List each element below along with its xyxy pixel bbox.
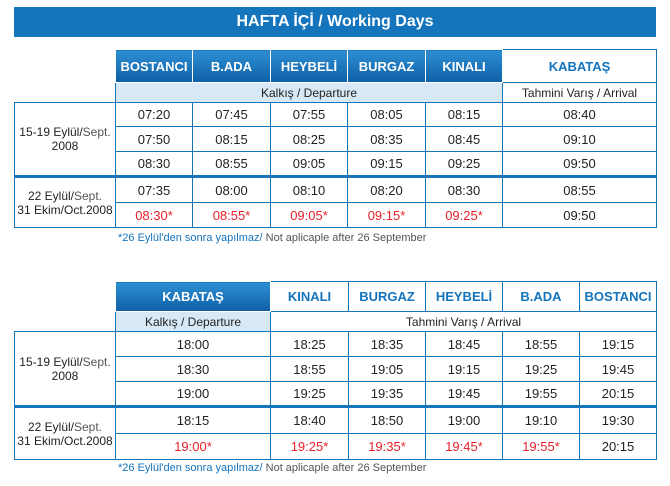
arrival-label: Tahmini Varış / Arrival (271, 312, 657, 332)
time-cell: 18:00 (116, 332, 271, 357)
date-range-label: 22 Eylül/Sept. 31 Ekim/Oct.2008 (15, 177, 116, 228)
time-cell: 18:50 (349, 407, 426, 434)
timetable-kabatas-bostanci (14, 281, 657, 460)
header-destination: KABATAŞ (503, 50, 657, 83)
header-stop: KINALI (271, 282, 349, 312)
time-cell: 19:30 (580, 407, 657, 434)
time-cell: 18:55 (503, 332, 580, 357)
time-cell: 19:25 (271, 382, 349, 407)
arrival-label: Tahmini Varış / Arrival (503, 83, 657, 103)
header-stop: BOSTANCI (580, 282, 657, 312)
time-cell: 08:40 (503, 103, 657, 127)
time-cell: 08:20 (348, 177, 426, 203)
header-stop: BOSTANCI (116, 50, 193, 83)
time-cell: 09:50 (503, 203, 657, 228)
time-cell: 08:35 (348, 127, 426, 152)
time-cell-limited: 19:00* (116, 434, 271, 460)
date-range-label: 22 Eylül/Sept. 31 Ekim/Oct.2008 (15, 407, 116, 460)
header-stop: B.ADA (193, 50, 271, 83)
time-cell: 18:15 (116, 407, 271, 434)
header-stop: HEYBELİ (426, 282, 503, 312)
timetable-bostanci-kabatas (14, 49, 657, 228)
departure-label: Kalkış / Departure (116, 83, 503, 103)
time-cell-limited: 08:30* (116, 203, 193, 228)
footnote: *26 Eylül'den sonra yapılmaz/ Not aplicaple after 26 September (118, 232, 427, 244)
time-cell: 20:15 (580, 434, 657, 460)
time-cell: 09:15 (348, 152, 426, 177)
time-cell: 09:50 (503, 152, 657, 177)
time-cell: 07:45 (193, 103, 271, 127)
time-cell: 19:35 (349, 382, 426, 407)
time-cell: 19:45 (580, 357, 657, 382)
time-cell: 08:05 (348, 103, 426, 127)
time-cell: 18:55 (271, 357, 349, 382)
date-range-label: 15-19 Eylül/Sept. 2008 (15, 103, 116, 177)
header-stop: HEYBELİ (271, 50, 348, 83)
time-cell: 07:20 (116, 103, 193, 127)
time-cell: 07:50 (116, 127, 193, 152)
header-origin: KABATAŞ (116, 282, 271, 312)
time-cell: 19:00 (116, 382, 271, 407)
time-cell: 08:30 (116, 152, 193, 177)
time-cell: 08:10 (271, 177, 348, 203)
time-cell: 19:10 (503, 407, 580, 434)
time-cell: 08:55 (503, 177, 657, 203)
time-cell-limited: 19:55* (503, 434, 580, 460)
time-cell-limited: 19:45* (426, 434, 503, 460)
time-cell-limited: 19:25* (271, 434, 349, 460)
time-cell: 08:00 (193, 177, 271, 203)
header-stop: BURGAZ (349, 282, 426, 312)
time-cell-limited: 09:15* (348, 203, 426, 228)
time-cell: 07:35 (116, 177, 193, 203)
time-cell: 08:45 (426, 127, 503, 152)
time-cell: 19:05 (349, 357, 426, 382)
time-cell: 08:25 (271, 127, 348, 152)
time-cell: 19:45 (426, 382, 503, 407)
time-cell: 19:15 (426, 357, 503, 382)
header-stop: BURGAZ (348, 50, 426, 83)
time-cell: 18:40 (271, 407, 349, 434)
time-cell: 08:15 (426, 103, 503, 127)
date-range-label: 15-19 Eylül/Sept. 2008 (15, 332, 116, 407)
time-cell: 08:55 (193, 152, 271, 177)
departure-label: Kalkış / Departure (116, 312, 271, 332)
header-stop: B.ADA (503, 282, 580, 312)
time-cell: 19:55 (503, 382, 580, 407)
time-cell: 09:25 (426, 152, 503, 177)
time-cell: 18:35 (349, 332, 426, 357)
time-cell: 18:30 (116, 357, 271, 382)
header-stop: KINALI (426, 50, 503, 83)
footnote: *26 Eylül'den sonra yapılmaz/ Not aplicaple after 26 September (118, 462, 427, 474)
time-cell: 07:55 (271, 103, 348, 127)
time-cell: 08:30 (426, 177, 503, 203)
time-cell: 08:15 (193, 127, 271, 152)
time-cell-limited: 09:05* (271, 203, 348, 228)
time-cell: 19:15 (580, 332, 657, 357)
page-title-banner: HAFTA İÇİ / Working Days (14, 7, 656, 37)
time-cell: 09:10 (503, 127, 657, 152)
time-cell: 18:25 (271, 332, 349, 357)
time-cell-limited: 19:35* (349, 434, 426, 460)
time-cell-limited: 09:25* (426, 203, 503, 228)
time-cell: 19:25 (503, 357, 580, 382)
time-cell: 09:05 (271, 152, 348, 177)
time-cell: 19:00 (426, 407, 503, 434)
time-cell-limited: 08:55* (193, 203, 271, 228)
time-cell: 20:15 (580, 382, 657, 407)
time-cell: 18:45 (426, 332, 503, 357)
